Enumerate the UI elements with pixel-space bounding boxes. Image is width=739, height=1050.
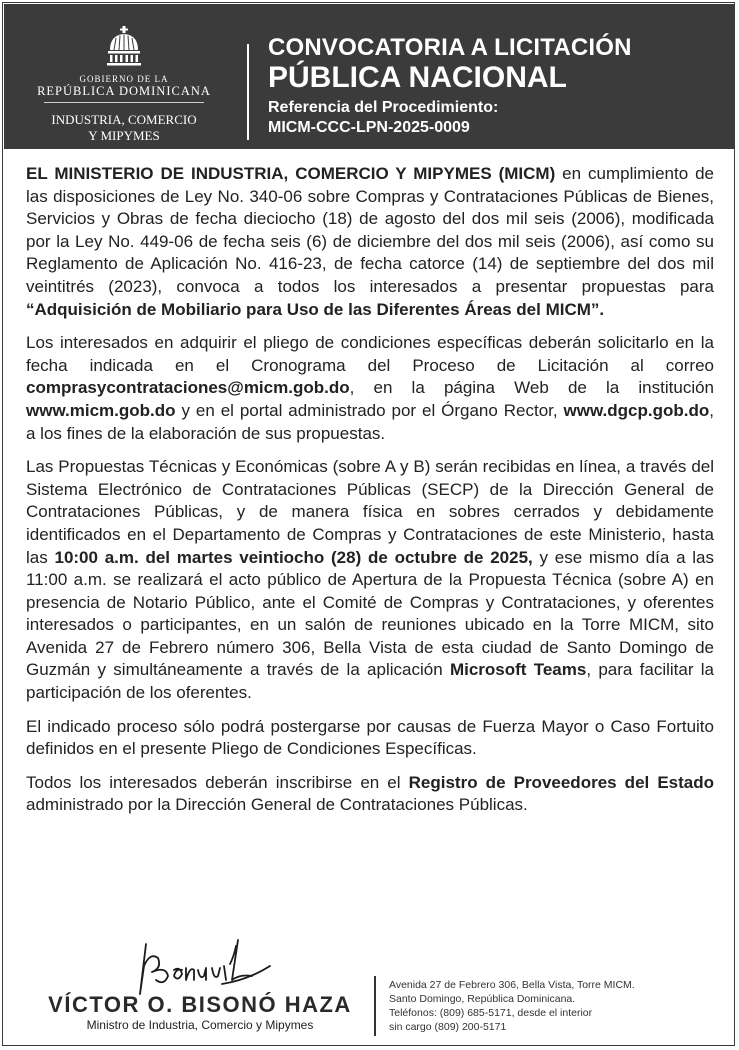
paragraph-2: [26, 332, 714, 445]
p2-text-4: , a los fines de la elaboración de sus propuestas.: [26, 400, 714, 443]
ministry-name: [4, 112, 244, 144]
signer-name: VÍCTOR O. BISONÓ HAZA: [48, 992, 352, 1017]
p3-text-2: y ese mismo día a las 11:00 a.m. se realizará el acto público de Apertura de la Propuesta Técnica (sobre A) en presencia de Notario Público, ante el Comité de Compras y Contrataciones, y oferentes interesados o participantes, en un salón de reuniones ubicado en la Torre MICM, sito Avenida 27 de Febrero número 306, Bella Vista de esta ciudad de Santo Domingo de Guzmán y simultáneamente a través de la aplicación: [26, 547, 714, 680]
address-line-2: Santo Domingo, República Dominicana.: [389, 993, 576, 1005]
p2-text-3: y en el portal administrado por el Órgano Rector,: [175, 400, 564, 420]
title-block: [268, 34, 632, 138]
micm-web-link[interactable]: www.micm.gob.do: [26, 400, 176, 420]
gov-line-2: REPÚBLICA DOMINICANA: [37, 84, 211, 98]
footer-divider: [374, 976, 376, 1036]
ministry-line-1: INDUSTRIA, COMERCIO: [51, 112, 197, 127]
reference-code: MICM-CCC-LPN-2025-0009: [268, 119, 470, 136]
notice-body: [26, 163, 714, 828]
logo-divider: [44, 102, 204, 103]
paragraph-5: [26, 772, 714, 817]
p1-text: en cumplimiento de las disposiciones de Ley No. 340-06 sobre Compras y Contrataciones Públicas de Bienes, Servicios y Obras de fecha dieciocho (18) de agosto del dos mil seis (2006), modificada por la Ley No. 449-06 de fecha seis (6) de diciembre del dos mil seis (2006), así como su Reglamento de Aplicación No. 416-23, de fecha catorce (14) de septiembre del dos mil veintitrés (2023), convoca a todos los interesados a presentar propuestas para: [26, 164, 715, 296]
address-line-1: Avenida 27 de Febrero 306, Bella Vista, Torre MICM.: [389, 979, 635, 991]
p5-text-2: administrado por la Dirección General de Contrataciones Públicas.: [26, 795, 528, 815]
government-seal-icon: [106, 26, 142, 66]
signer-title: Ministro de Industria, Comercio y Mipymes: [86, 1018, 314, 1032]
header-divider: [247, 44, 249, 140]
header-banner: [4, 4, 735, 149]
teams-bold: Microsoft Teams: [449, 660, 587, 680]
deadline-bold: 10:00 a.m. del martes veintiocho (28) de octubre de 2025,: [54, 547, 533, 567]
ministry-line-2: Y MIPYMES: [88, 128, 160, 143]
paragraph-1: [26, 163, 714, 321]
address-line-3: Teléfonos: (809) 685-5171, desde el interior: [389, 1007, 593, 1019]
paragraph-3: [26, 456, 714, 705]
dgcp-web-link[interactable]: www.dgcp.gob.do: [563, 400, 710, 420]
registry-bold: Registro de Proveedores del Estado: [408, 772, 715, 792]
paragraph-4: [26, 716, 714, 761]
gov-line-1: GOBIERNO DE LA: [79, 74, 169, 84]
contact-address: [389, 978, 635, 1034]
p3-text-1: Las Propuestas Técnicas y Económicas (sobre A y B) serán recibidas en línea, a través del Sistema Electrónico de Contrataciones Públicas (SECP) de la Dirección General de Contrataciones Públicas, y de manera física en sobres cerrados y debidamente identificados en el Departamento de Compras y Contrataciones de este Ministerio, hasta las: [26, 457, 714, 567]
p3-text-3: , para facilitar la participación de los oferentes.: [26, 660, 715, 703]
address-line-4: sin cargo (809) 200-5171: [389, 1021, 507, 1033]
title-line-2: PÚBLICA NACIONAL: [268, 61, 567, 94]
procurement-object: “Adquisición de Mobiliario para Uso de las Diferentes Áreas del MICM”.: [26, 299, 605, 319]
p4-text: El indicado proceso sólo podrá postergarse por causas de Fuerza Mayor o Caso Fortuito definidos en el presente Pliego de Condiciones Específicas.: [26, 716, 714, 759]
p2-text-1: Los interesados en adquirir el pliego de condiciones específicas deberán solicitarlo en la fecha indicada en el Cronograma del Proceso de Licitación al correo: [26, 333, 714, 375]
ministry-bold: EL MINISTERIO DE INDUSTRIA, COMERCIO Y MIPYMES (MICM): [26, 164, 556, 183]
reference-label: Referencia del Procedimiento:: [268, 99, 499, 116]
p5-text-1: Todos los interesados deberán inscribirse en el: [26, 772, 409, 792]
email-link[interactable]: comprasycontrataciones@micm.gob.do: [26, 378, 350, 398]
handwritten-signature-icon: [128, 936, 276, 998]
title-line-1: CONVOCATORIA A LICITACIÓN: [268, 34, 632, 61]
government-logo: [4, 4, 244, 149]
p2-text-2: , en la página Web de la institución: [349, 378, 714, 398]
